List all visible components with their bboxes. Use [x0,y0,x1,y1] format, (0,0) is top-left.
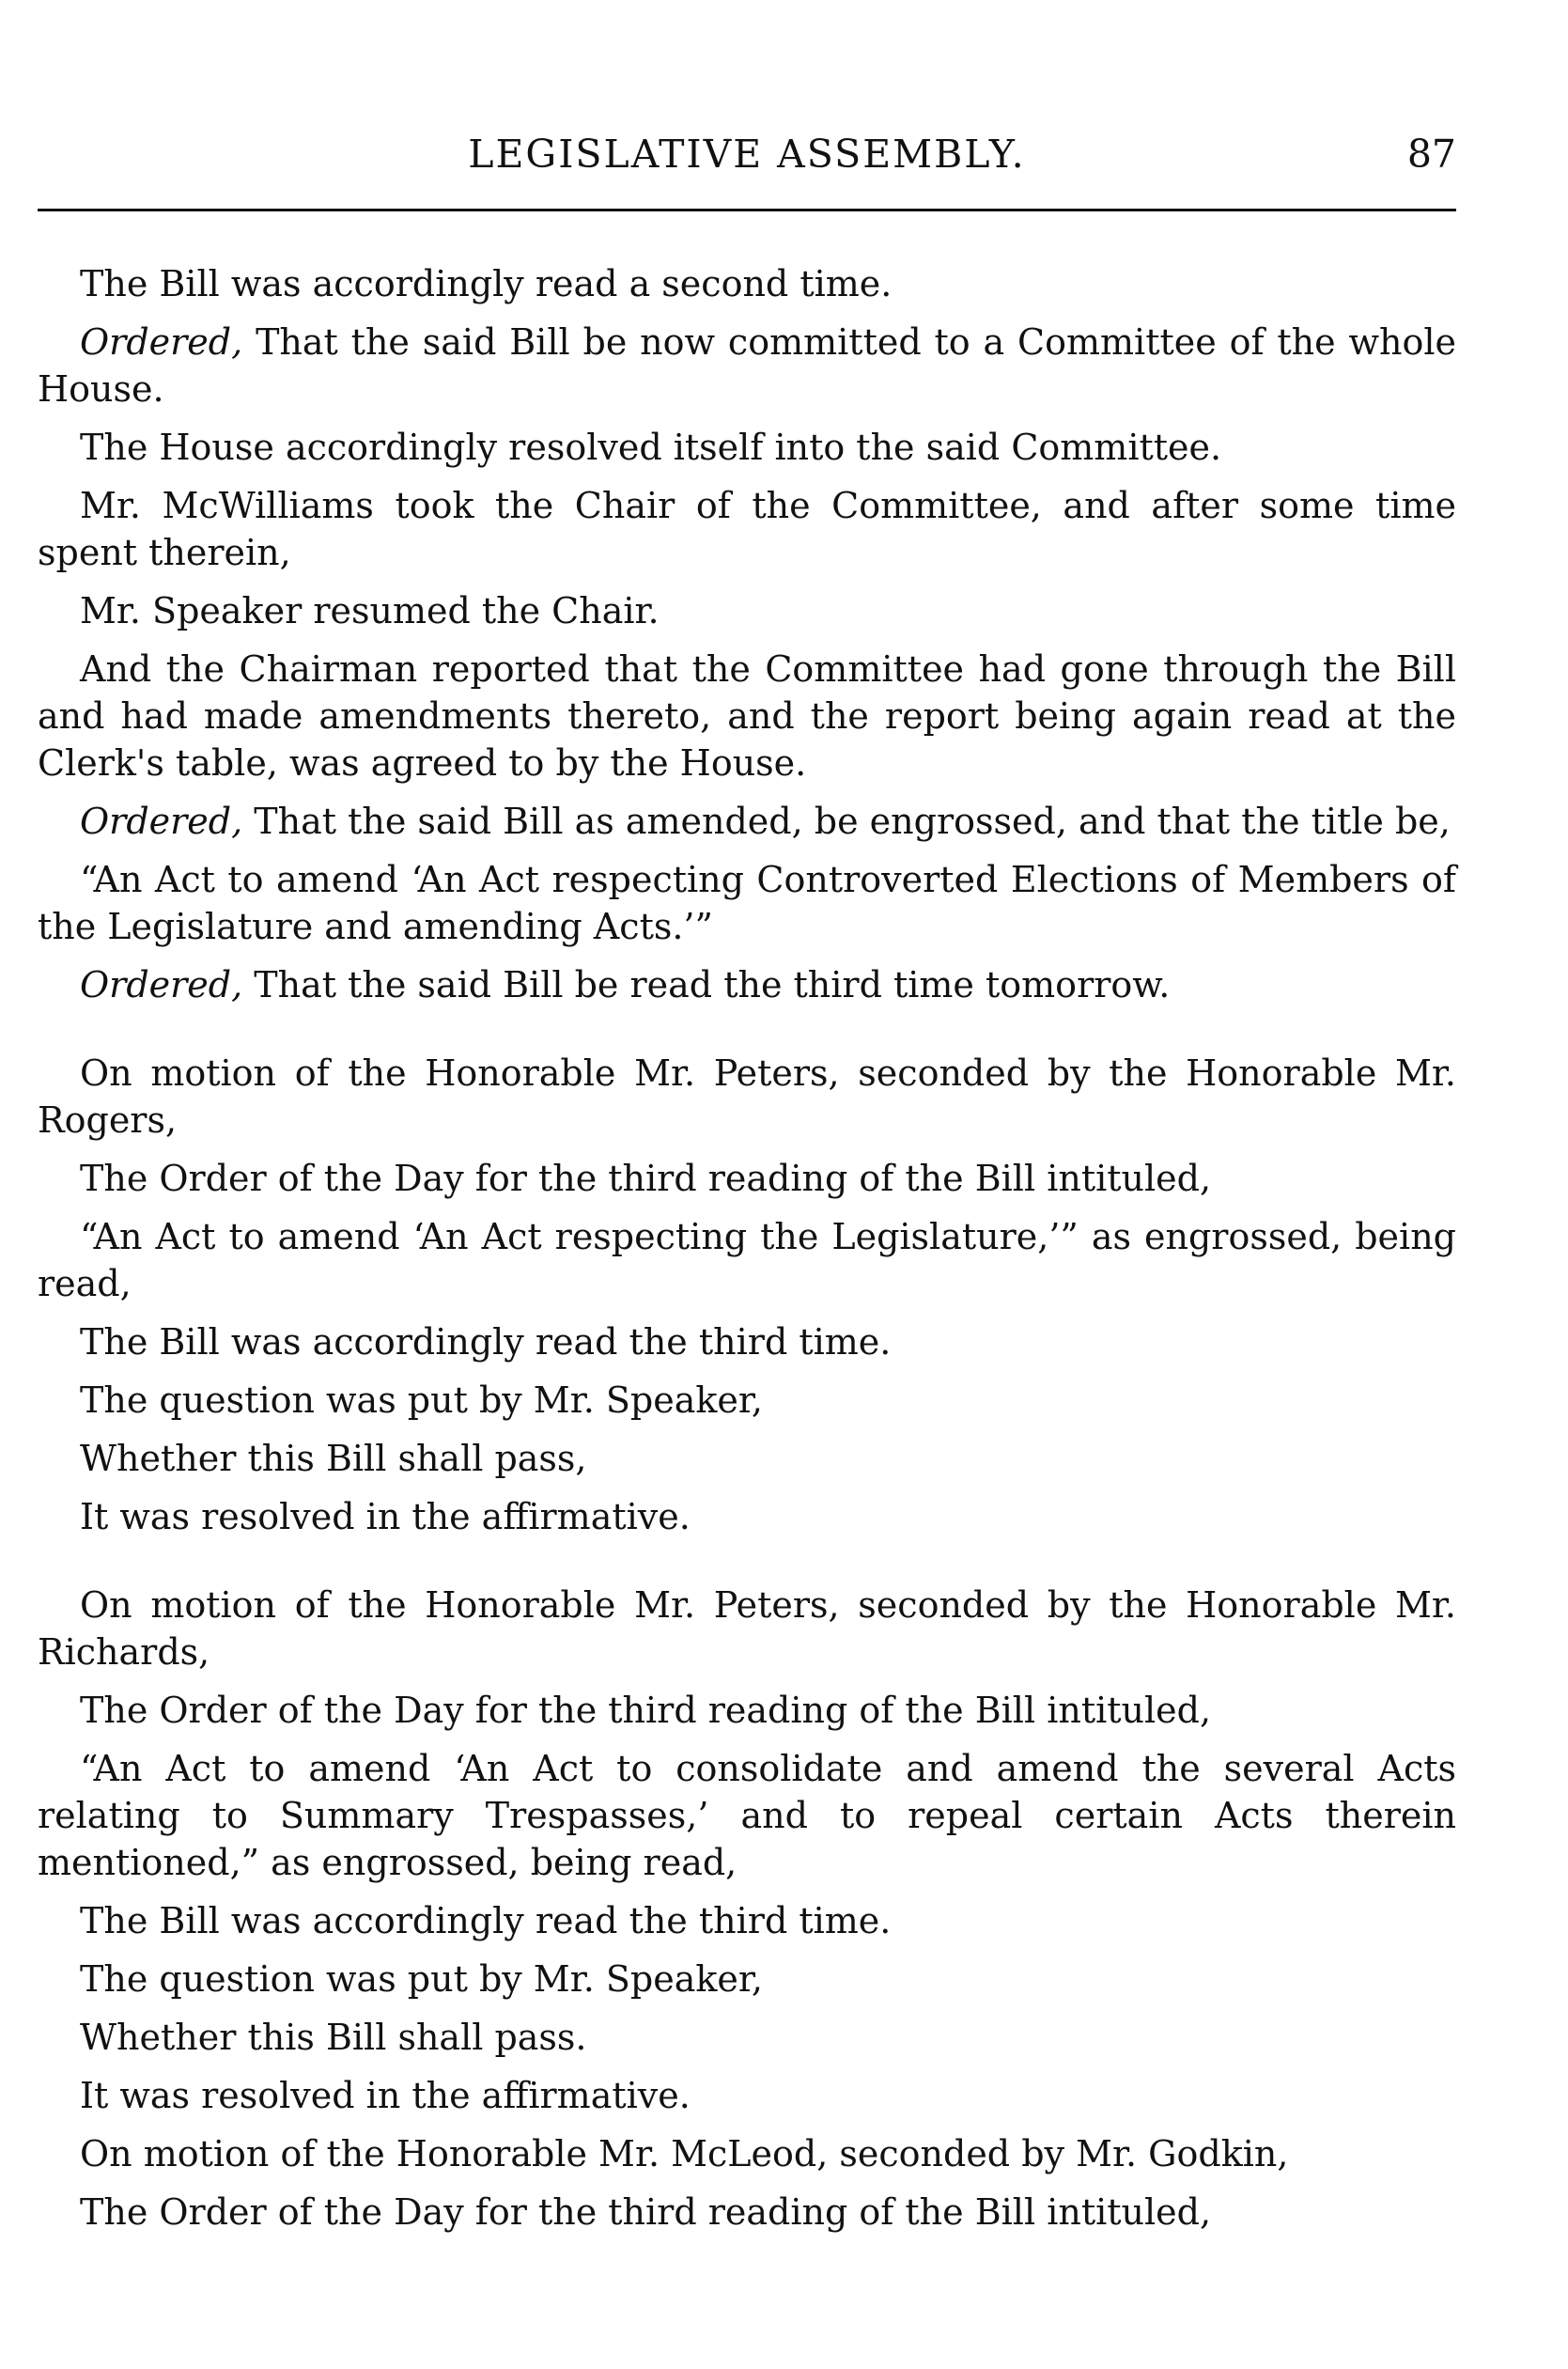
paragraph: Mr. Speaker resumed the Chair. [80,590,660,631]
header-rule [38,209,1456,211]
paragraph: The Order of the Day for the third reading of the Bill intituled, [80,2191,1212,2233]
paragraph: The Order of the Day for the third reading of the Bill intituled, [80,1690,1212,1731]
paragraph: The Bill was accordingly read the third time. [80,1321,892,1363]
paragraph: Ordered, That the said Bill be now committed to a Committee of the whole House. [38,321,1456,410]
paragraph: Mr. McWilliams took the Chair of the Committee, and after some time spent therein, [38,485,1456,573]
paragraph: “An Act to amend ‘An Act to consolidate and amend the several Acts relating to Summary Trespasses,’ and to repeal certain Acts therein mentioned,” as engrossed, being read, [38,1748,1456,1883]
page-header [38,132,1456,188]
paragraph: Ordered, That the said Bill as amended, be engrossed, and that the title be, [80,801,1451,842]
paragraph: On motion of the Honorable Mr. Peters, seconded by the Honorable Mr. Richards, [38,1584,1456,1673]
paragraph: The House accordingly resolved itself into the said Committee. [80,427,1222,468]
paragraph: The Bill was accordingly read the third time. [80,1900,892,1941]
paragraph: “An Act to amend ‘An Act respecting the Legislature,’” as engrossed, being read, [38,1216,1456,1304]
paragraph: The Order of the Day for the third reading of the Bill intituled, [80,1158,1212,1199]
journal-body [38,249,1456,2236]
paragraph: The question was put by Mr. Speaker, [80,1379,763,1421]
paragraph: Whether this Bill shall pass, [80,1438,587,1479]
paragraph: The Bill was accordingly read a second time. [80,263,893,304]
paragraph: It was resolved in the affirmative. [80,2075,691,2116]
running-head: LEGISLATIVE ASSEMBLY. [468,132,1026,177]
paragraph: And the Chairman reported that the Committee had gone through the Bill and had made amendments thereto, and the report being again read at the Clerk's table, was agreed to by the House. [38,648,1456,784]
paragraph: On motion of the Honorable Mr. McLeod, seconded by Mr. Godkin, [80,2133,1289,2174]
paragraph: “An Act to amend ‘An Act respecting Controverted Elections of Members of the Legislature and amending Acts.’” [38,859,1456,947]
page-number: 87 [1406,132,1456,177]
paragraph: The question was put by Mr. Speaker, [80,1958,763,2000]
paragraph: Whether this Bill shall pass. [80,2017,587,2058]
paragraph: On motion of the Honorable Mr. Peters, seconded by the Honorable Mr. Rogers, [38,1052,1456,1141]
paragraph: It was resolved in the affirmative. [80,1496,691,1537]
paragraph: Ordered, That the said Bill be read the third time tomorrow. [80,964,1171,1005]
